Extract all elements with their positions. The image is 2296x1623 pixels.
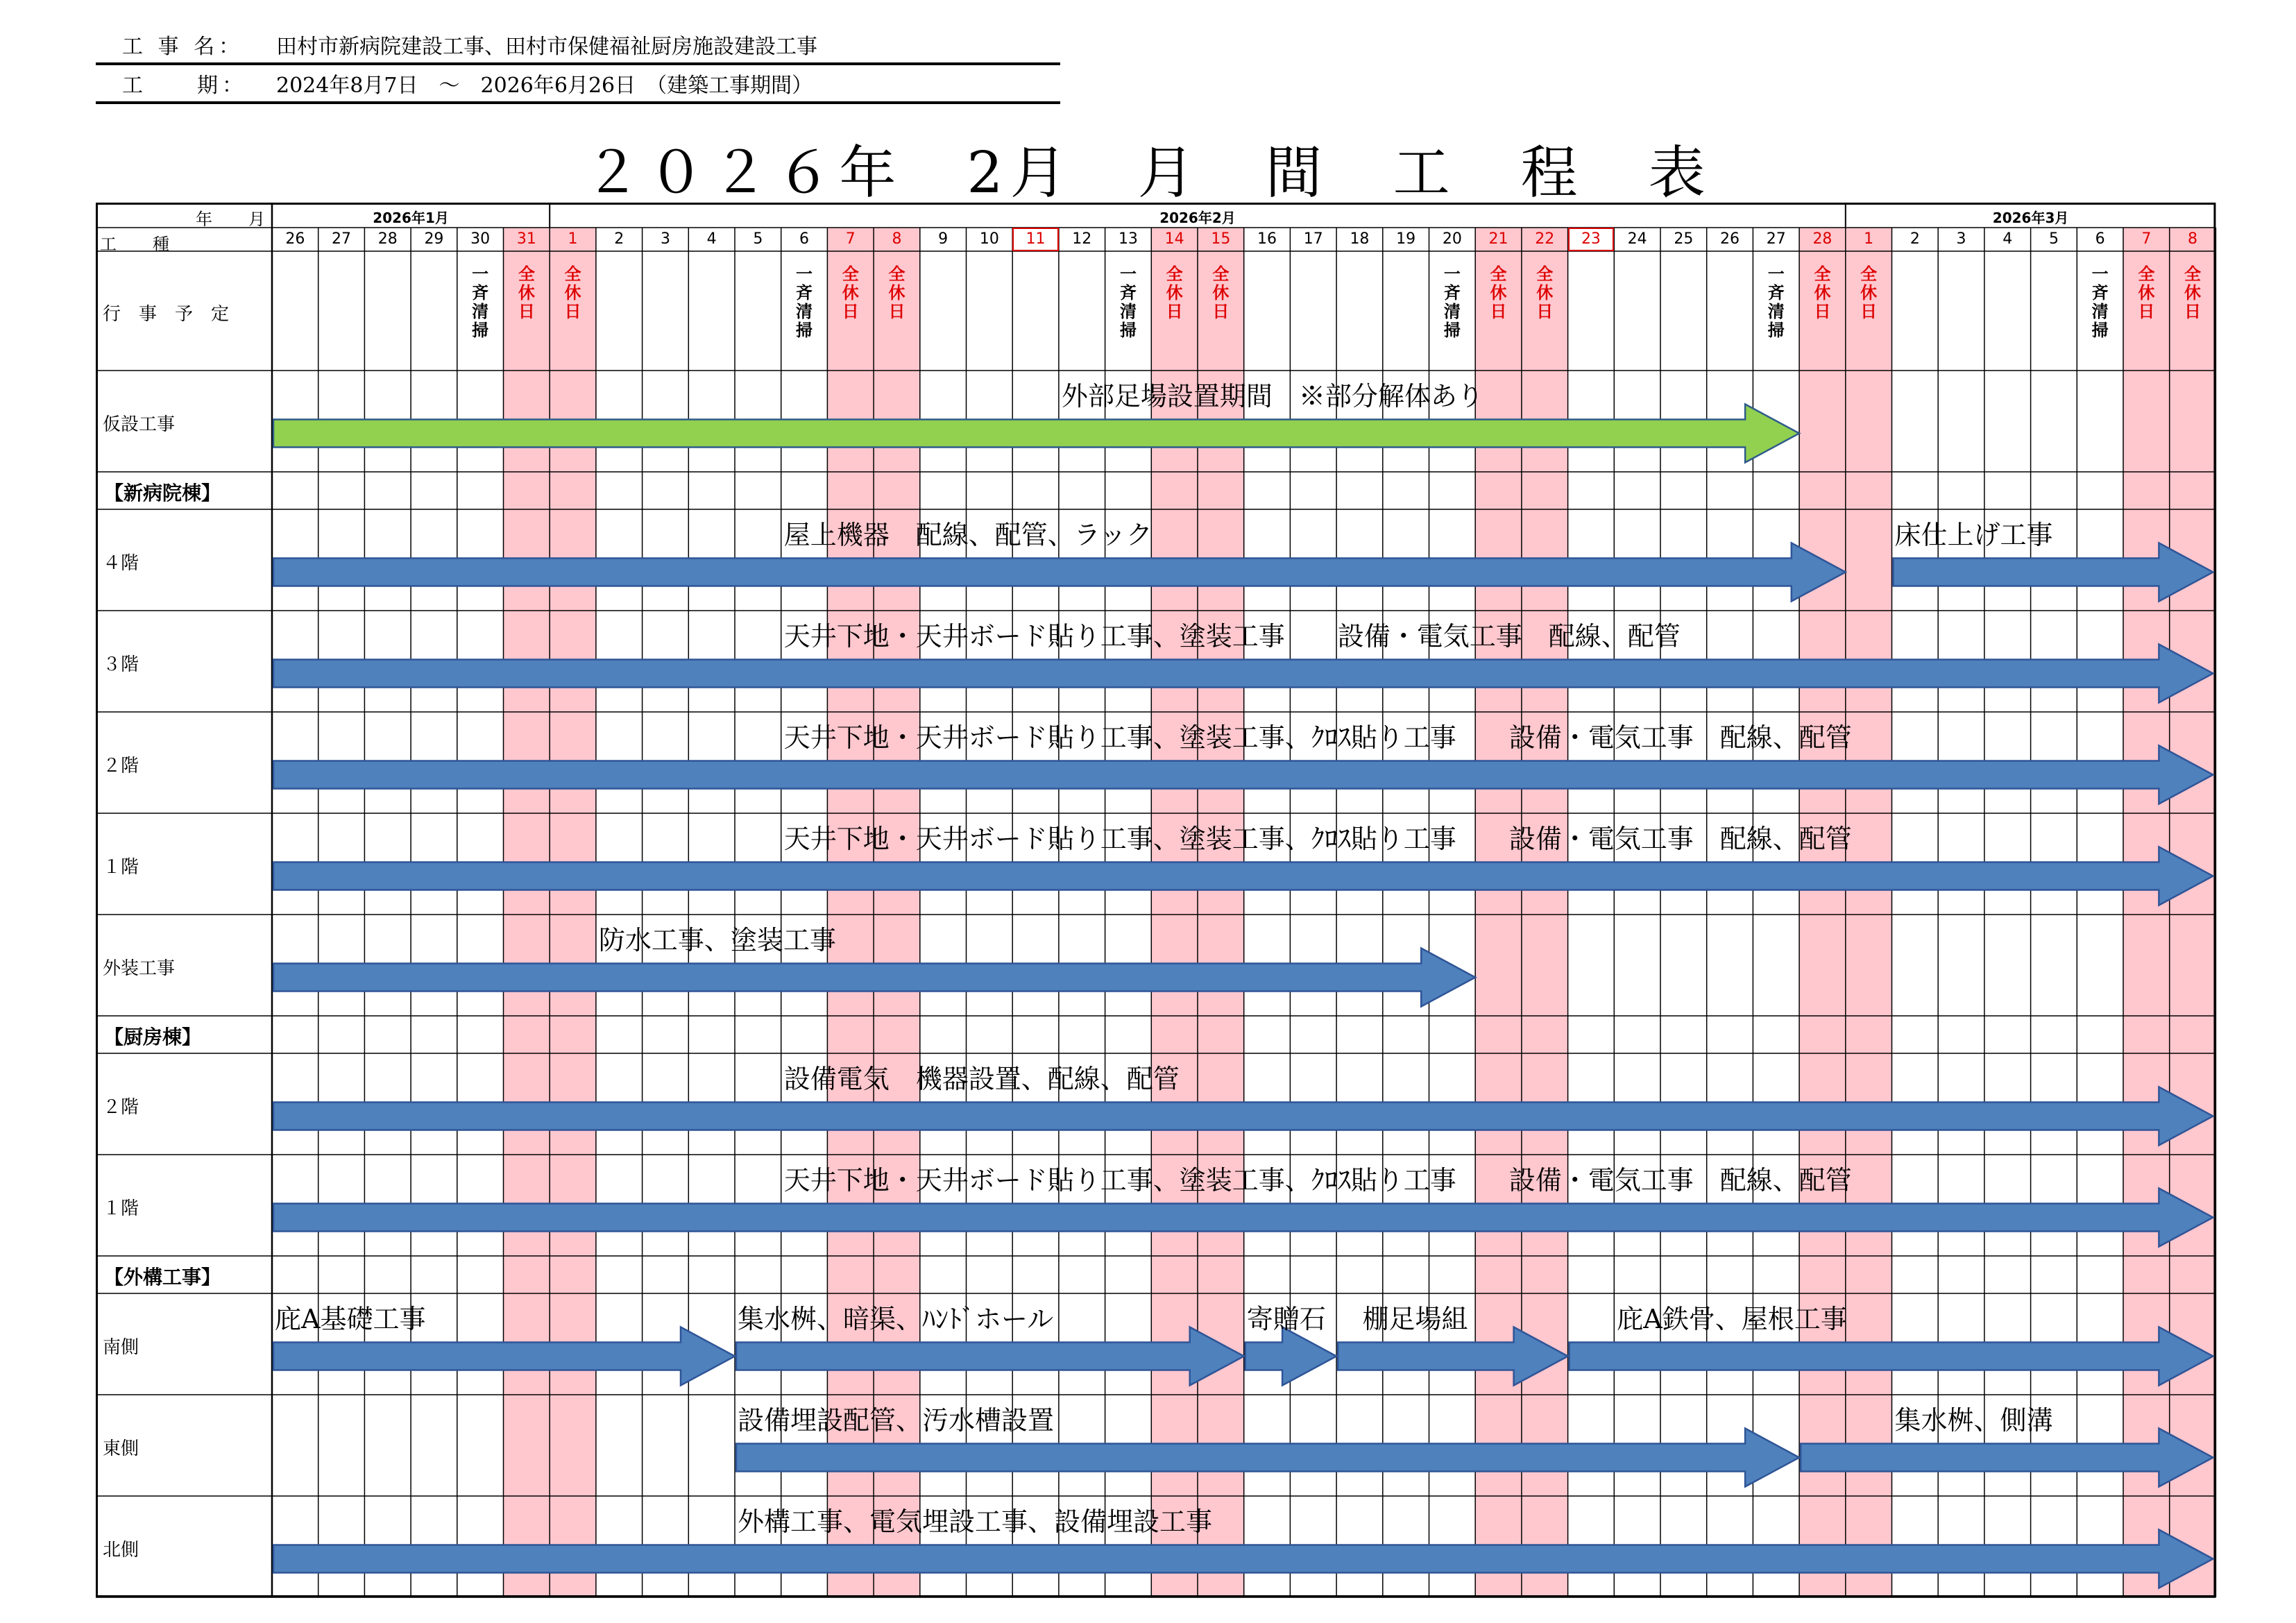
- schedule-arrow: [1245, 1327, 1336, 1386]
- event-label: 全 休 日: [2138, 264, 2155, 321]
- day-label: 7: [845, 230, 856, 248]
- day-label: 8: [2188, 230, 2198, 248]
- arrow-label: 天井下地・天井ボード貼り工事、塗装工事 設備・電気工事 配線、配管: [783, 621, 1681, 652]
- event-label: 全 休 日: [842, 264, 859, 321]
- day-label: 4: [2002, 230, 2013, 248]
- day-label: 6: [2095, 230, 2105, 248]
- day-label: 4: [706, 230, 717, 248]
- day-label: 28: [1812, 230, 1832, 248]
- project-name-row: [96, 26, 1060, 65]
- day-label: 27: [1766, 230, 1786, 248]
- arrow-label: 天井下地・天井ボード貼り工事、塗装工事、ｸﾛｽ貼り工事 設備・電気工事 配線、配管: [783, 824, 1852, 854]
- day-label: 25: [1674, 230, 1694, 248]
- arrow-label: 天井下地・天井ボード貼り工事、塗装工事、ｸﾛｽ貼り工事 設備・電気工事 配線、配管: [783, 1165, 1852, 1196]
- day-label: 21: [1488, 230, 1508, 248]
- arrow-label: 屋上機器 配線、配管、ラック: [783, 520, 1153, 550]
- day-label: 9: [938, 230, 949, 248]
- day-label: 29: [424, 230, 444, 248]
- event-label: 全 休 日: [1536, 264, 1554, 321]
- task-row-label: ２階: [103, 1097, 139, 1118]
- day-label: 12: [1072, 230, 1092, 248]
- holiday-shade: [1799, 228, 1846, 1597]
- corner-year-month: 年 月: [196, 210, 275, 229]
- day-label: 24: [1627, 230, 1647, 248]
- day-label: 28: [377, 230, 398, 248]
- day-label: 26: [1720, 230, 1740, 248]
- day-label: 15: [1211, 230, 1231, 248]
- day-label: 7: [2141, 230, 2152, 248]
- arrow-label: 集水桝、側溝: [1894, 1405, 2053, 1436]
- task-row-label: 仮設工事: [103, 414, 176, 435]
- event-label: 全 休 日: [1166, 264, 1183, 321]
- event-label: 全 休 日: [518, 264, 535, 321]
- schedule-sheet: [96, 203, 2219, 1600]
- month-label: 2026年3月: [1992, 210, 2069, 226]
- day-label: 16: [1257, 230, 1277, 248]
- holiday-shade: [2123, 228, 2170, 1597]
- day-label: 17: [1303, 230, 1323, 248]
- day-label: 23: [1568, 228, 1615, 251]
- day-label: 27: [332, 230, 352, 248]
- holiday-shade: [1846, 228, 1892, 1597]
- schedule-arrow: [1894, 543, 2213, 602]
- day-label: 13: [1118, 230, 1138, 248]
- events-row-label: 行 事 予 定: [103, 304, 230, 325]
- task-row-label: 南側: [103, 1337, 139, 1358]
- section-label: 【新病院棟】: [104, 482, 221, 504]
- arrow-label: 外部足場設置期間 ※部分解体あり: [1061, 381, 1483, 411]
- day-label: 31: [516, 230, 536, 248]
- project-period-label: 工 期：: [122, 74, 247, 98]
- day-label: 11: [1012, 228, 1059, 251]
- project-period-row: [96, 65, 1060, 104]
- task-row-label: ３階: [103, 654, 139, 675]
- arrow-label: 寄贈石: [1246, 1304, 1326, 1334]
- day-label: 18: [1350, 230, 1370, 248]
- task-row-label: ４階: [103, 553, 139, 574]
- event-label: 全 休 日: [1212, 264, 1230, 321]
- day-label: 5: [753, 230, 763, 248]
- day-label: 2: [614, 230, 624, 248]
- arrow-label: 庇A基礎工事: [275, 1304, 426, 1334]
- arrow-label: 設備埋設配管、汚水槽設置: [738, 1405, 1055, 1436]
- day-label: 3: [660, 230, 670, 248]
- arrow-label: 外構工事、電気埋設工事、設備埋設工事: [738, 1506, 1213, 1537]
- schedule-arrow: [273, 405, 1799, 463]
- day-label: 2: [1910, 230, 1920, 248]
- holiday-shade: [2170, 228, 2216, 1597]
- day-label: 6: [799, 230, 810, 248]
- event-label: 全 休 日: [888, 264, 905, 321]
- section-label: 【厨房棟】: [104, 1026, 202, 1048]
- event-label: 全 休 日: [1814, 264, 1831, 321]
- day-label: 5: [2048, 230, 2059, 248]
- day-label: 10: [979, 230, 999, 248]
- project-period-value: 2024年8月7日 ～ 2026年6月26日 （建築工事期間）: [276, 74, 813, 98]
- project-header: [96, 26, 1060, 104]
- day-label: 22: [1535, 230, 1555, 248]
- arrow-label: 防水工事、塗装工事: [598, 925, 836, 955]
- event-label: 全 休 日: [2184, 264, 2202, 321]
- task-row-label: 東側: [103, 1438, 139, 1459]
- event-label: 一 斉 清 掃: [2091, 264, 2109, 340]
- event-label: 一 斉 清 掃: [796, 264, 813, 340]
- day-label: 14: [1164, 230, 1184, 248]
- day-label: 3: [1956, 230, 1966, 248]
- event-label: 全 休 日: [1860, 264, 1878, 321]
- event-label: 一 斉 清 掃: [1767, 264, 1785, 340]
- event-label: 一 斉 清 掃: [1119, 264, 1137, 340]
- project-name-value: 田村市新病院建設工事、田村市保健福祉厨房施設建設工事: [276, 35, 817, 59]
- arrow-label: 集水桝、暗渠、ﾊﾝﾄﾞホール: [738, 1304, 1054, 1334]
- task-row-label: ２階: [103, 756, 139, 776]
- day-label: 26: [285, 230, 305, 248]
- page-title: ２０２６年 2月 月 間 工 程 表: [584, 140, 1712, 206]
- day-label: 20: [1442, 230, 1462, 248]
- day-label: 19: [1396, 230, 1416, 248]
- task-row-label: １階: [103, 1198, 139, 1219]
- arrow-label: 天井下地・天井ボード貼り工事、塗装工事、ｸﾛｽ貼り工事 設備・電気工事 配線、配管: [783, 722, 1852, 753]
- task-row-label: 北側: [103, 1540, 139, 1561]
- month-label: 2026年1月: [373, 210, 449, 226]
- event-label: 一 斉 清 掃: [1443, 264, 1461, 340]
- event-label: 全 休 日: [1490, 264, 1507, 321]
- arrow-label: 床仕上げ工事: [1894, 520, 2053, 550]
- day-label: 8: [892, 230, 902, 248]
- arrow-label: 庇A鉄骨、屋根工事: [1617, 1304, 1847, 1334]
- corner-work-type: 工 種: [100, 235, 179, 254]
- day-label: 1: [568, 230, 578, 248]
- project-name-label: 工 事 名：: [122, 35, 244, 59]
- month-label: 2026年2月: [1159, 210, 1236, 226]
- task-row-label: １階: [103, 857, 139, 878]
- event-label: 一 斉 清 掃: [472, 264, 489, 340]
- section-label: 【外構工事】: [104, 1266, 221, 1289]
- event-label: 全 休 日: [564, 264, 581, 321]
- task-row-label: 外装工事: [103, 958, 176, 979]
- day-label: 1: [1864, 230, 1874, 248]
- day-label: 30: [470, 230, 491, 248]
- arrow-label: 設備電気 機器設置、配線、配管: [783, 1064, 1180, 1094]
- arrow-label: 棚足場組: [1362, 1304, 1468, 1334]
